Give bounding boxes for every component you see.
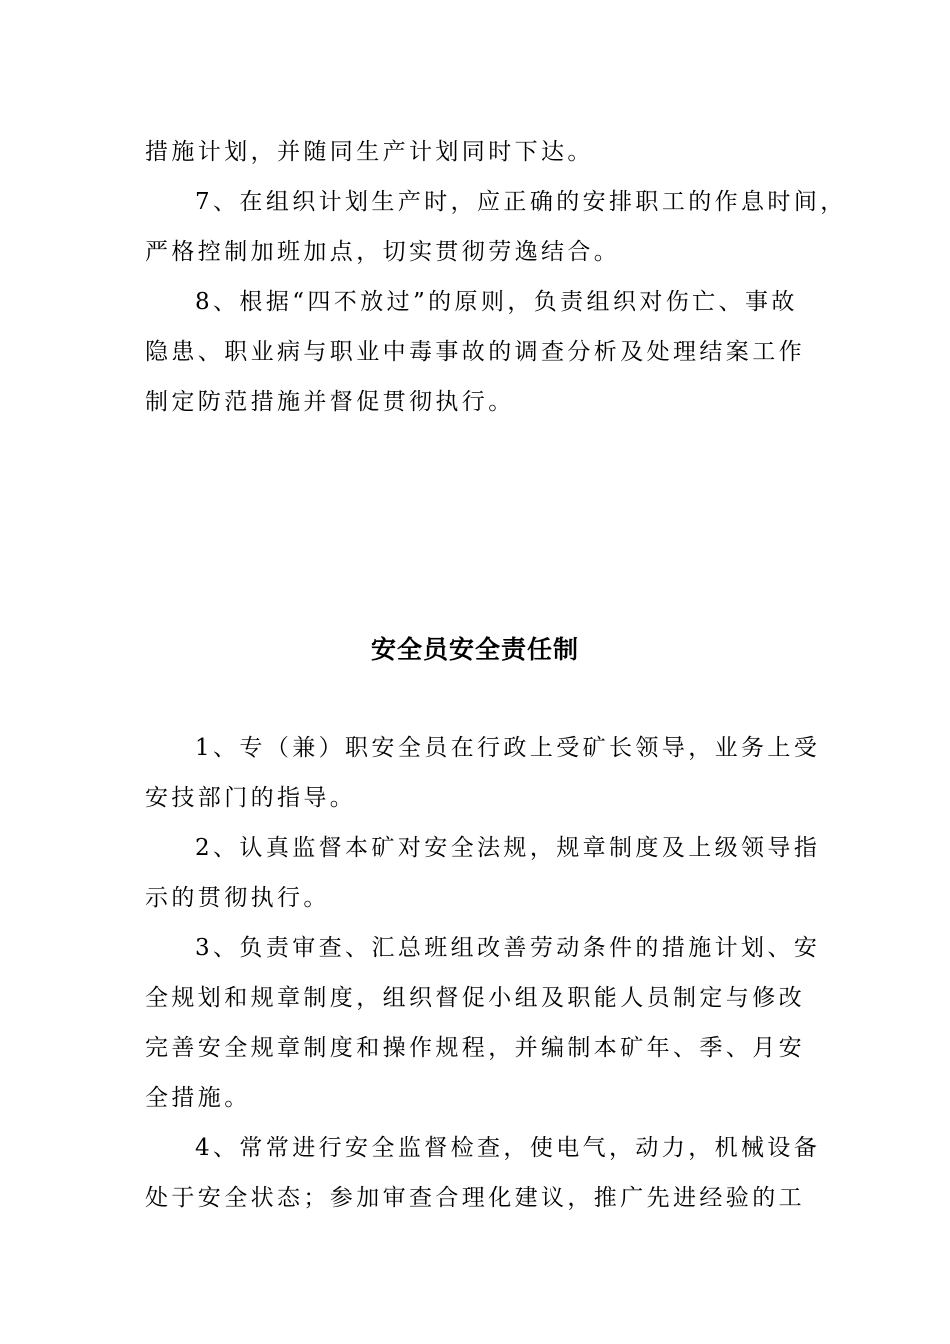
text-line: 全规划和规章制度，组织督促小组及职能人员制定与修改 [145, 985, 805, 1011]
bottom-text-block [145, 723, 821, 1223]
text-line: 措施计划，并随同生产计划同时下达。 [145, 139, 594, 165]
text-line: 安技部门的指导。 [145, 785, 357, 811]
text-line-item-1: 1、专（兼）职安全员在行政上受矿长领导，业务上受 [195, 735, 821, 761]
section-heading: 安全员安全责任制 [370, 635, 579, 664]
text-line: 示的贯彻执行。 [145, 885, 330, 911]
text-line: 处于安全状态；参加审查合理化建议，推广先进经验的工 [145, 1185, 805, 1211]
text-line: 完善安全规章制度和操作规程，并编制本矿年、季、月安 [145, 1035, 805, 1061]
text-line: 全措施。 [145, 1085, 251, 1111]
text-line-item-2: 2、认真监督本矿对安全法规，规章制度及上级领导指 [195, 835, 821, 861]
text-line-item-7: 7、在组织计划生产时，应正确的安排职工的作息时间， [195, 189, 847, 215]
top-text-block [145, 127, 847, 427]
text-line-item-3: 3、负责审查、汇总班组改善劳动条件的措施计划、安 [195, 935, 821, 961]
text-line: 严格控制加班加点，切实贯彻劳逸结合。 [145, 239, 621, 265]
text-line: 隐患、职业病与职业中毒事故的调查分析及处理结案工作 [145, 339, 805, 365]
text-line: 制定防范措施并督促贯彻执行。 [145, 389, 515, 415]
text-line-item-4: 4、常常进行安全监督检查，使电气，动力，机械设备 [195, 1135, 821, 1161]
text-line-item-8: 8、根据“四不放过”的原则，负责组织对伤亡、事故 [195, 289, 798, 315]
